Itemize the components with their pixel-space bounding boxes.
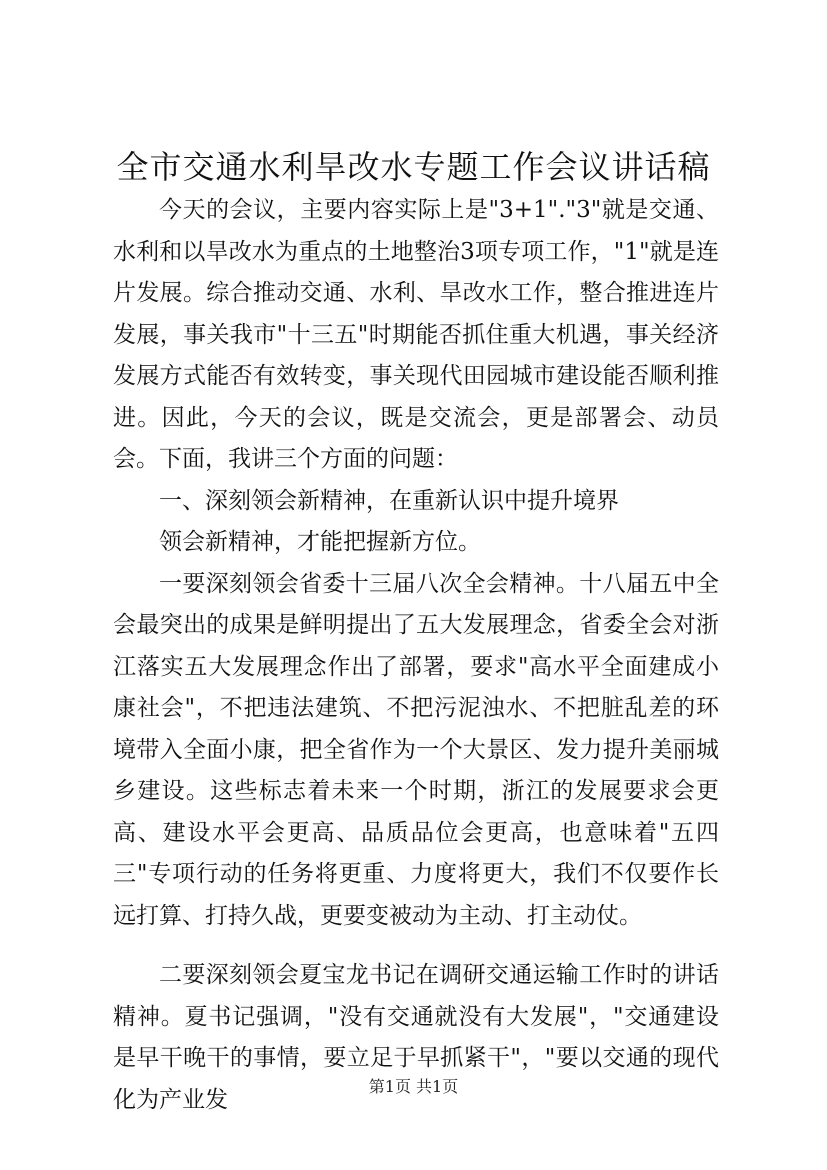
paragraph-provincial-plenary: 一要深刻领会省委十三届八次全会精神。十八届五中全会最突出的成果是鲜明提出了五大发展理念，省委全会对浙江落实五大发展理念作出了部署，要求"高水平全面建成小康社会"，不把违法建筑、不把污泥浊水、不把脏乱差的环境带入全面小康，把全省作为一个大景区、发力提升美丽城乡建设。这些标志着未来一个时期，浙江的发展要求会更高、建设水平会更高、品质品位会更高，也意味着"五四三"专项行动的任务将更重、力度将更大，我们不仅要作长远打算、打持久战，更要变被动为主动、打主动仗。: [113, 570, 719, 929]
paragraph-heading-one: 一、深刻领会新精神，在重新认识中提升境界: [159, 487, 619, 514]
page-footer: 第1页 共1页: [368, 1077, 459, 1096]
paragraph-intro: 今天的会议，主要内容实际上是"3+1"."3"就是交通、水利和以旱改水为重点的土地整治3项专项工作，"1"就是连片发展。综合推动交通、水利、旱改水工作，整合推进连片发展，事关我市"十三五"时期能否抓住重大机遇，事关经济发展方式能否有效转变，事关现代田园城市建设能否顺利推进。因此，今天的会议，既是交流会，更是部署会、动员会。下面，我讲三个方面的问题：: [113, 197, 719, 472]
document-body: [113, 190, 719, 1121]
paragraph-secretary-speech: 二要深刻领会夏宝龙书记在调研交通运输工作时的讲话精神。夏书记强调，"没有交通就没有大发展"，"交通建设是早干晚干的事情，要立足于早抓紧干"，"要以交通的现代化为产业发: [113, 962, 719, 1113]
paragraph-new-spirit: 领会新精神，才能把握新方位。: [159, 529, 481, 555]
document-title: 全市交通水利旱改水专题工作会议讲话稿: [116, 148, 711, 186]
